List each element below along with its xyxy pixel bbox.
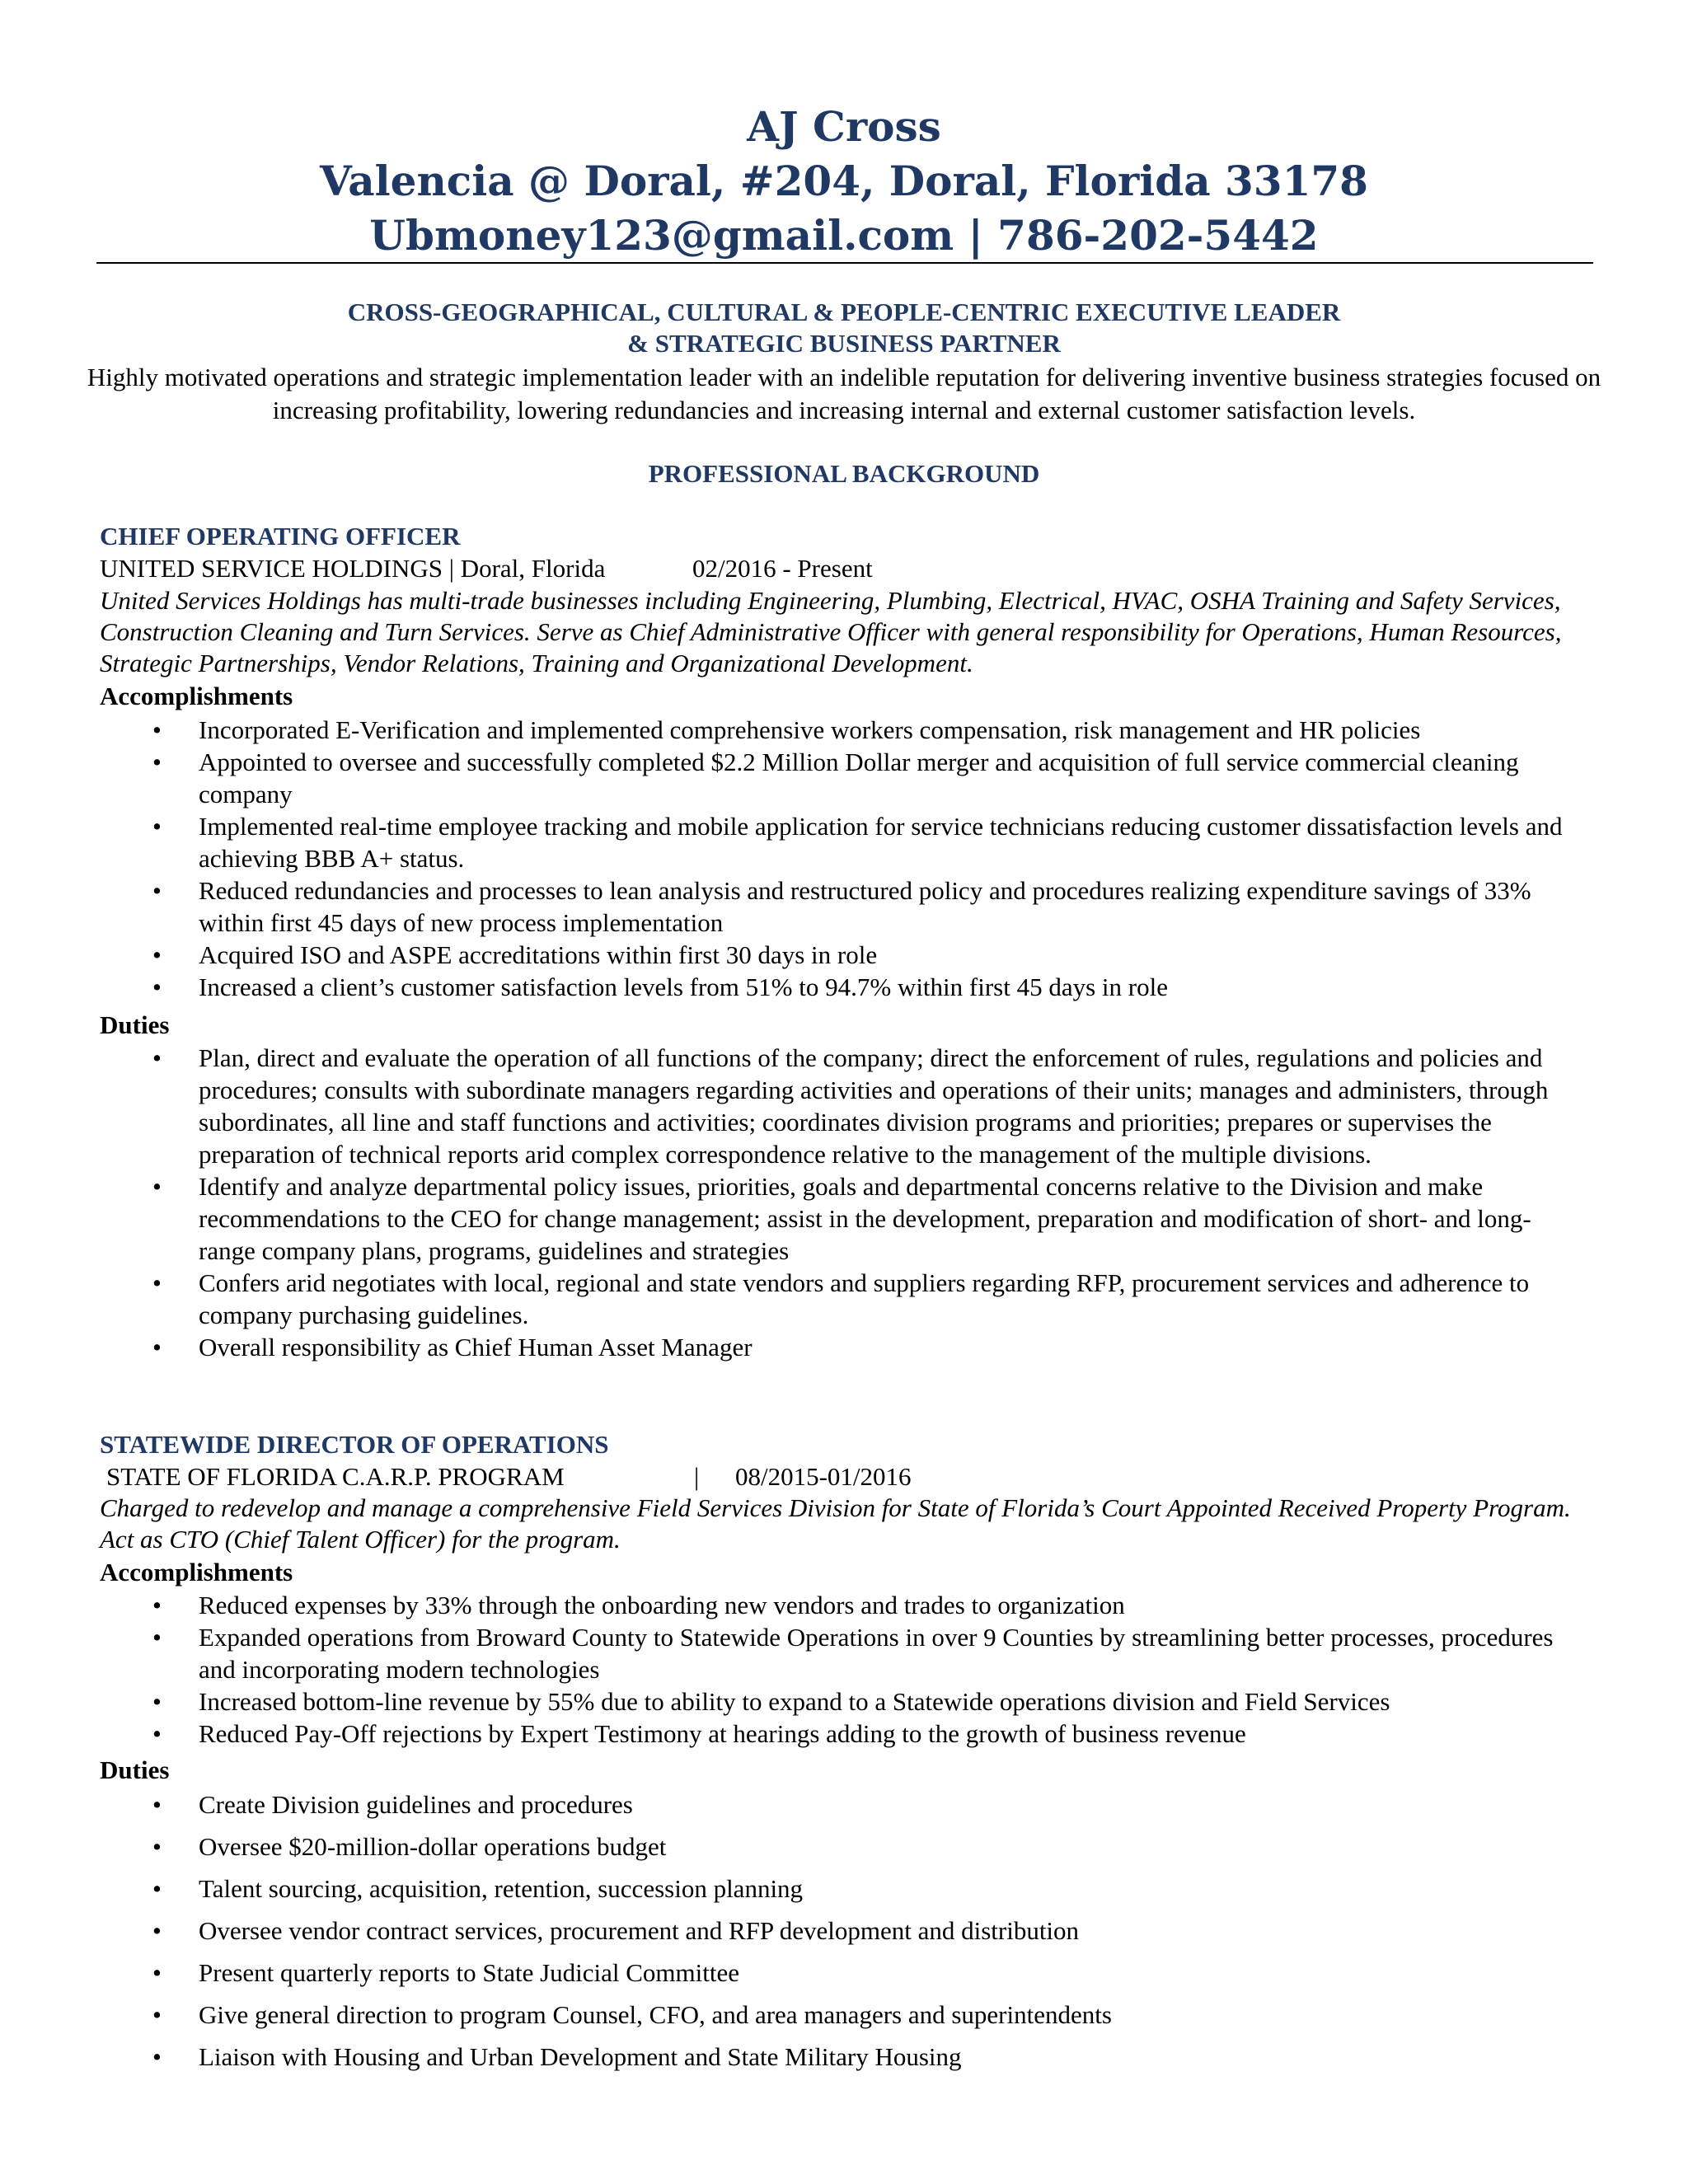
job-description: United Services Holdings has multi-trade businesses including Engineering, Plumbing, Electrical, HVAC, OSHA Training and Safety Services, Construction Cleaning and Turn Services. Serve as Chief Administrative Officer with general responsibility for Operations, Human Resources, Strategic Partnerships, Vendor Relations, Training and Organizational Development. (100, 586, 1562, 677)
list-item: • Reduced redundancies and processes to lean analysis and restructured policy and procedures realizing expenditure savings of 33% within first 45 days of new process implementation (152, 876, 1531, 937)
bullet: • (152, 1172, 162, 1201)
bullet: • (152, 1832, 162, 1861)
list-item: • Appointed to oversee and successfully completed $2.2 Million Dollar merger and acquisition of full service commercial cleaning company (152, 748, 1519, 808)
list-item: • Give general direction to program Counsel, CFO, and area managers and superintendents (152, 2000, 1112, 2029)
headline-line-1: CROSS-GEOGRAPHICAL, CULTURAL & PEOPLE-CENTRIC EXECUTIVE LEADER (347, 298, 1341, 326)
bullet: • (152, 1333, 162, 1361)
bullet: • (152, 1591, 162, 1619)
list-item: • Overall responsibility as Chief Human Asset Manager (152, 1333, 753, 1361)
list-item: • Identify and analyze departmental policy issues, priorities, goals and departmental concerns relative to the Division and make recommendations to the CEO for change management; assist in the development, preparation and modification of short- and long- range company plans, programs, guidelines and strategies (152, 1172, 1531, 1265)
job-separator: | (694, 1462, 700, 1491)
bullet: • (152, 1916, 162, 1945)
bullet: • (152, 2000, 162, 2029)
job-organization: STATE OF FLORIDA C.A.R.P. PROGRAM (106, 1462, 565, 1491)
bullet: • (152, 748, 162, 776)
summary-text: Highly motivated operations and strategic implementation leader with an indelible reputation for delivering inventive business strategies focused on increasing profitability, lowering redundancies and increasing internal and external customer satisfaction levels. (87, 363, 1601, 424)
bullet: • (152, 1719, 162, 1748)
list-item: • Incorporated E-Verification and implemented comprehensive workers compensation, risk management and HR policies (152, 715, 1421, 744)
list-item: • Acquired ISO and ASPE accreditations within first 30 days in role (152, 940, 878, 969)
accomplishments-label: Accomplishments (100, 682, 293, 710)
bullet: • (152, 1268, 162, 1297)
job-dates: 02/2016 - Present (692, 554, 873, 583)
bullet: • (152, 2042, 162, 2071)
candidate-address: Valencia @ Doral, #204, Doral, Florida 33178 (320, 157, 1368, 205)
bullet: • (152, 715, 162, 744)
list-item: • Liaison with Housing and Urban Development and State Military Housing (152, 2042, 962, 2071)
job-description: Charged to redevelop and manage a comprehensive Field Services Division for State of Florida’s Court Appointed Received Property Program. Act as CTO (Chief Talent Officer) for the program. (100, 1493, 1571, 1554)
job-dates: 08/2015-01/2016 (735, 1462, 912, 1491)
bullet: • (152, 1687, 162, 1716)
candidate-name: AJ Cross (747, 102, 941, 151)
headline-line-2: & STRATEGIC BUSINESS PARTNER (627, 329, 1061, 358)
list-item: • Increased a client’s customer satisfaction levels from 51% to 94.7% within first 45 days in role (152, 972, 1168, 1001)
accomplishments-list (0, 1589, 1688, 1750)
section-professional-background: PROFESSIONAL BACKGROUND (648, 459, 1040, 488)
list-item: • Present quarterly reports to State Judicial Committee (152, 1958, 740, 1987)
list-item: • Reduced expenses by 33% through the onboarding new vendors and trades to organization (152, 1591, 1125, 1619)
bullet: • (152, 876, 162, 905)
bullet: • (152, 1958, 162, 1987)
bullet: • (152, 940, 162, 969)
duties-list (0, 1788, 1688, 2083)
job-title: CHIEF OPERATING OFFICER (100, 522, 461, 551)
list-item: • Reduced Pay-Off rejections by Expert Testimony at hearings adding to the growth of business revenue (152, 1719, 1246, 1748)
list-item: • Expanded operations from Broward County to Statewide Operations in over 9 Counties by streamlining better processes, procedures and incorporating modern technologies (152, 1623, 1554, 1684)
list-item: • Create Division guidelines and procedures (152, 1790, 633, 1819)
job-organization: UNITED SERVICE HOLDINGS | Doral, Florida (100, 554, 606, 583)
duties-list (0, 1042, 1688, 1363)
bullet: • (152, 1043, 162, 1072)
bullet: • (152, 1623, 162, 1652)
bullet: • (152, 1790, 162, 1819)
bullet: • (152, 812, 162, 841)
list-item: • Oversee $20-million-dollar operations budget (152, 1832, 667, 1861)
duties-label: Duties (100, 1010, 170, 1039)
job-title: STATEWIDE DIRECTOR OF OPERATIONS (100, 1430, 609, 1459)
list-item: • Plan, direct and evaluate the operation of all functions of the company; direct the enforcement of rules, regulations and policies and procedures; consults with subordinate managers regarding activities and operations of their units; manages and administers, through subordinates, all line and staff functions and activities; coordinates division programs and priorities; prepares or supervises the preparation of technical reports arid complex correspondence relative to the management of the multiple divisions. (152, 1043, 1549, 1169)
list-item: • Increased bottom-line revenue by 55% due to ability to expand to a Statewide operations division and Field Services (152, 1687, 1390, 1716)
list-item: • Implemented real-time employee tracking and mobile application for service technicians reducing customer dissatisfaction levels and achieving BBB A+ status. (152, 812, 1563, 873)
candidate-contact: Ubmoney123@gmail.com | 786-202-5442 (369, 211, 1319, 260)
list-item: • Talent sourcing, acquisition, retention, succession planning (152, 1874, 804, 1903)
duties-label: Duties (100, 1755, 170, 1784)
accomplishments-label: Accomplishments (100, 1558, 293, 1586)
bullet: • (152, 972, 162, 1001)
header-divider (96, 262, 1593, 264)
list-item: • Oversee vendor contract services, procurement and RFP development and distribution (152, 1916, 1080, 1945)
list-item: • Confers arid negotiates with local, regional and state vendors and suppliers regarding RFP, procurement services and adherence to company purchasing guidelines. (152, 1268, 1530, 1329)
accomplishments-list (0, 714, 1688, 1003)
bullet: • (152, 1874, 162, 1903)
